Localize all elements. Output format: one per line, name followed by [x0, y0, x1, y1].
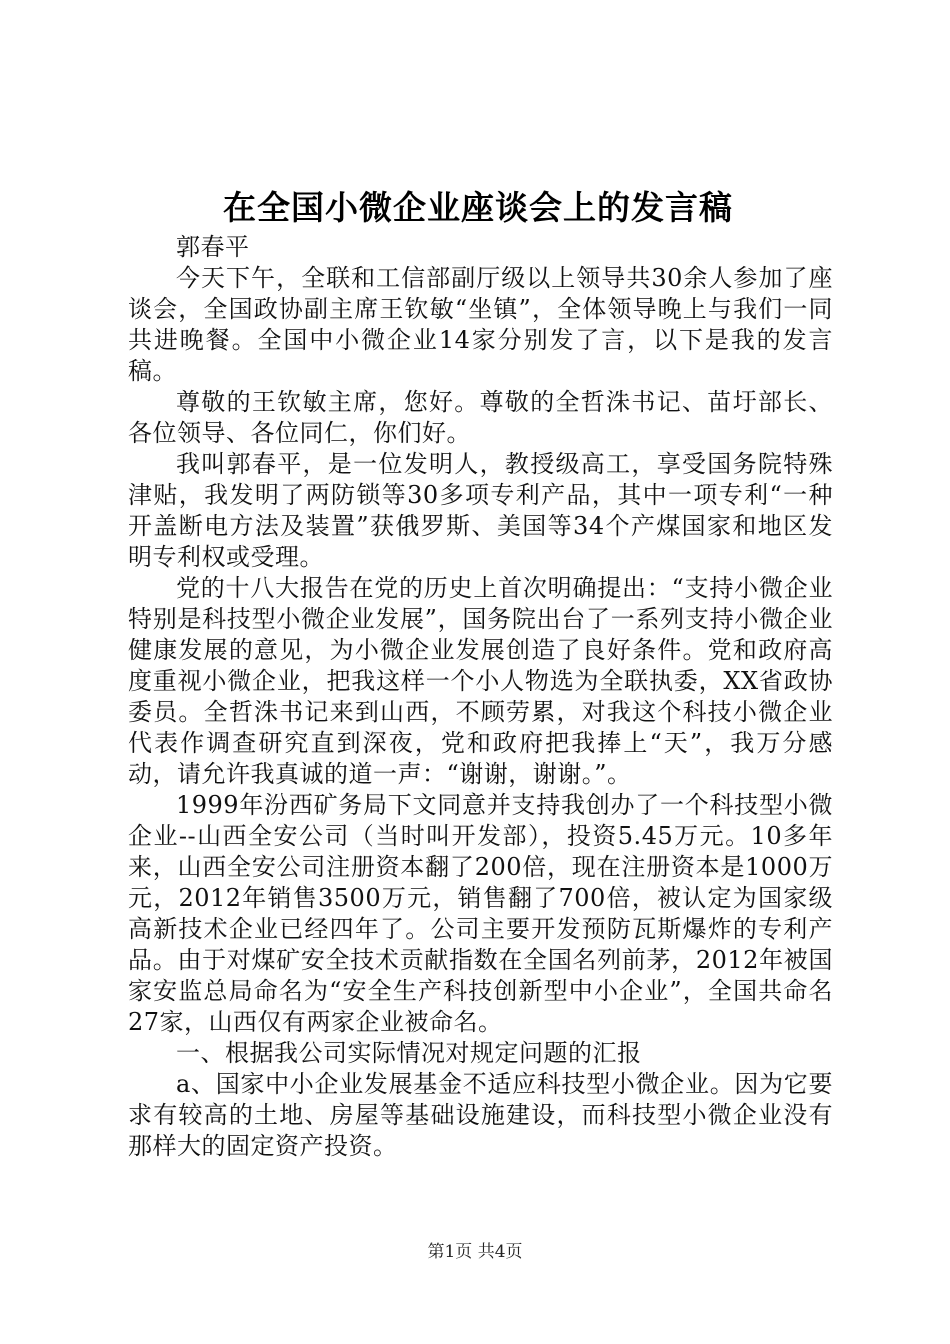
section-heading: 一、根据我公司实际情况对规定问题的汇报 — [176, 1039, 642, 1067]
paragraph: 我叫郭春平，是一位发明人，教授级高工，享受国务院特殊津贴，我发明了两防锁等30多项专利产品，其中一项专利“一种开盖断电方法及装置”获俄罗斯、美国等34个产煤国家和地区发明专利权或受理。 — [128, 450, 833, 571]
page-number-footer: 第1页 共4页 — [427, 1242, 523, 1262]
paragraph: 尊敬的王钦敏主席，您好。尊敬的全哲洙书记、苗圩部长、各位领导、各位同仁，你们好。 — [128, 388, 833, 447]
author-name: 郭春平 — [176, 233, 250, 261]
paragraph: 今天下午，全联和工信部副厅级以上领导共30余人参加了座谈会，全国政协副主席王钦敏“坐镇”，全体领导晚上与我们一同共进晚餐。全国中小微企业14家分别发了言，以下是我的发言稿。 — [128, 264, 833, 385]
document-body — [128, 232, 833, 1162]
document-title: 在全国小微企业座谈会上的发言稿 — [223, 188, 733, 227]
paragraph: 1999年汾西矿务局下文同意并支持我创办了一个科技型小微企业--山西全安公司（当时叫开发部），投资5.45万元。10多年来，山西全安公司注册资本翻了200倍，现在注册资本是1000万元，2012年销售3500万元，销售翻了700倍，被认定为国家级高新技术企业已经四年了。公司主要开发预防瓦斯爆炸的专利产品。由于对煤矿安全技术贡献指数在全国名列前茅，2012年被国家安监总局命名为“安全生产科技创新型中小企业”，全国共命名27家，山西仅有两家企业被命名。 — [128, 791, 833, 1036]
paragraph: a、国家中小企业发展基金不适应科技型小微企业。因为它要求有较高的土地、房屋等基础设施建设，而科技型小微企业没有那样大的固定资产投资。 — [128, 1070, 833, 1160]
paragraph: 党的十八大报告在党的历史上首次明确提出：“支持小微企业特别是科技型小微企业发展”，国务院出台了一系列支持小微企业健康发展的意见，为小微企业发展创造了良好条件。党和政府高度重视小微企业，把我这样一个小人物选为全联执委，XX省政协委员。全哲洙书记来到山西，不顾劳累，对我这个科技小微企业代表作调查研究直到深夜，党和政府把我捧上“天”，我万分感动，请允许我真诚的道一声：“谢谢，谢谢。”。 — [128, 574, 833, 788]
